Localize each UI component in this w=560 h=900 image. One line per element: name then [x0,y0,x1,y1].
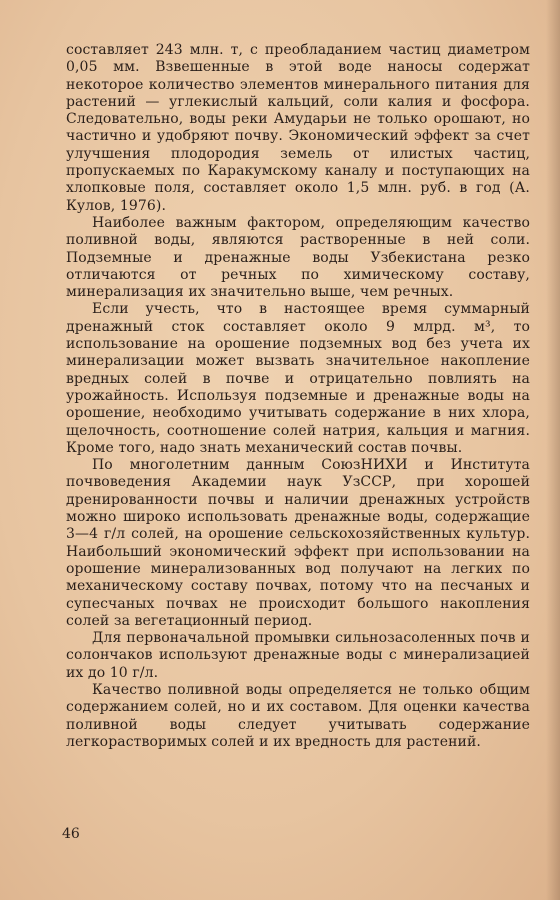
paragraph-5: Для первоначальной промывки сильнозасоленных почв и солончаков используют дренажные воды с минерализацией их до 10 г/л. [66,630,530,681]
page-edge-shadow [546,0,560,900]
paragraph-2: Наиболее важным фактором, определяющим качество поливной воды, являются растворенные в ней соли. Подземные и дренажные воды Узбекистана резко отличаются от речных по химическому составу, минерализация их значительно выше, чем речных. [66,214,530,301]
paragraph-4: По многолетним данным СоюзНИХИ и Института почвоведения Академии наук УзССР, при хорошей дренированности почвы и наличии дренажных устройств можно широко использовать дренажные воды, содержащие 3—4 г/л солей, на орошение сельскохозяйственных культур. Наибольший экономический эффект при использовании на орошение минерализованных вод получают на легких по механическому составу почвах, потому что на песчаных и супесчаных почвах не происходит большого накопления солей за вегетационный период. [66,457,530,629]
paragraph-1: составляет 243 млн. т, с преобладанием частиц диаметром 0,05 мм. Взвешенные в этой воде наносы содержат некоторое количество элементов минерального питания для растений — углекислый кальций, соли калия и фосфора. Следовательно, воды реки Амударьи не только орошают, но частично и удобряют почву. Экономический эффект за счет улучшения плодородия земель от илистых частиц, пропускаемых по Каракумскому каналу и поступающих на хлопковые поля, составляет около 1,5 млн. руб. в год (А. Кулов, 1976). [66,42,530,214]
page-body [66,42,530,751]
paragraph-3: Если учесть, что в настоящее время суммарный дренажный сток составляет около 9 млрд. м³, то использование на орошение подземных вод без учета их минерализации может вызвать значительное накопление вредных солей в почве и отрицательно повлиять на урожайность. Используя подземные и дренажные воды на орошение, необходимо учитывать содержание в них хлора, щелочность, соотношение солей натрия, кальция и магния. Кроме того, надо знать механический состав почвы. [66,301,530,456]
page-number: 46 [62,826,80,842]
paragraph-6: Качество поливной воды определяется не только общим содержанием солей, но и их составом. Для оценки качества поливной воды следует учитывать содержание легкорастворимых солей и их вредность для растений. [66,681,530,750]
